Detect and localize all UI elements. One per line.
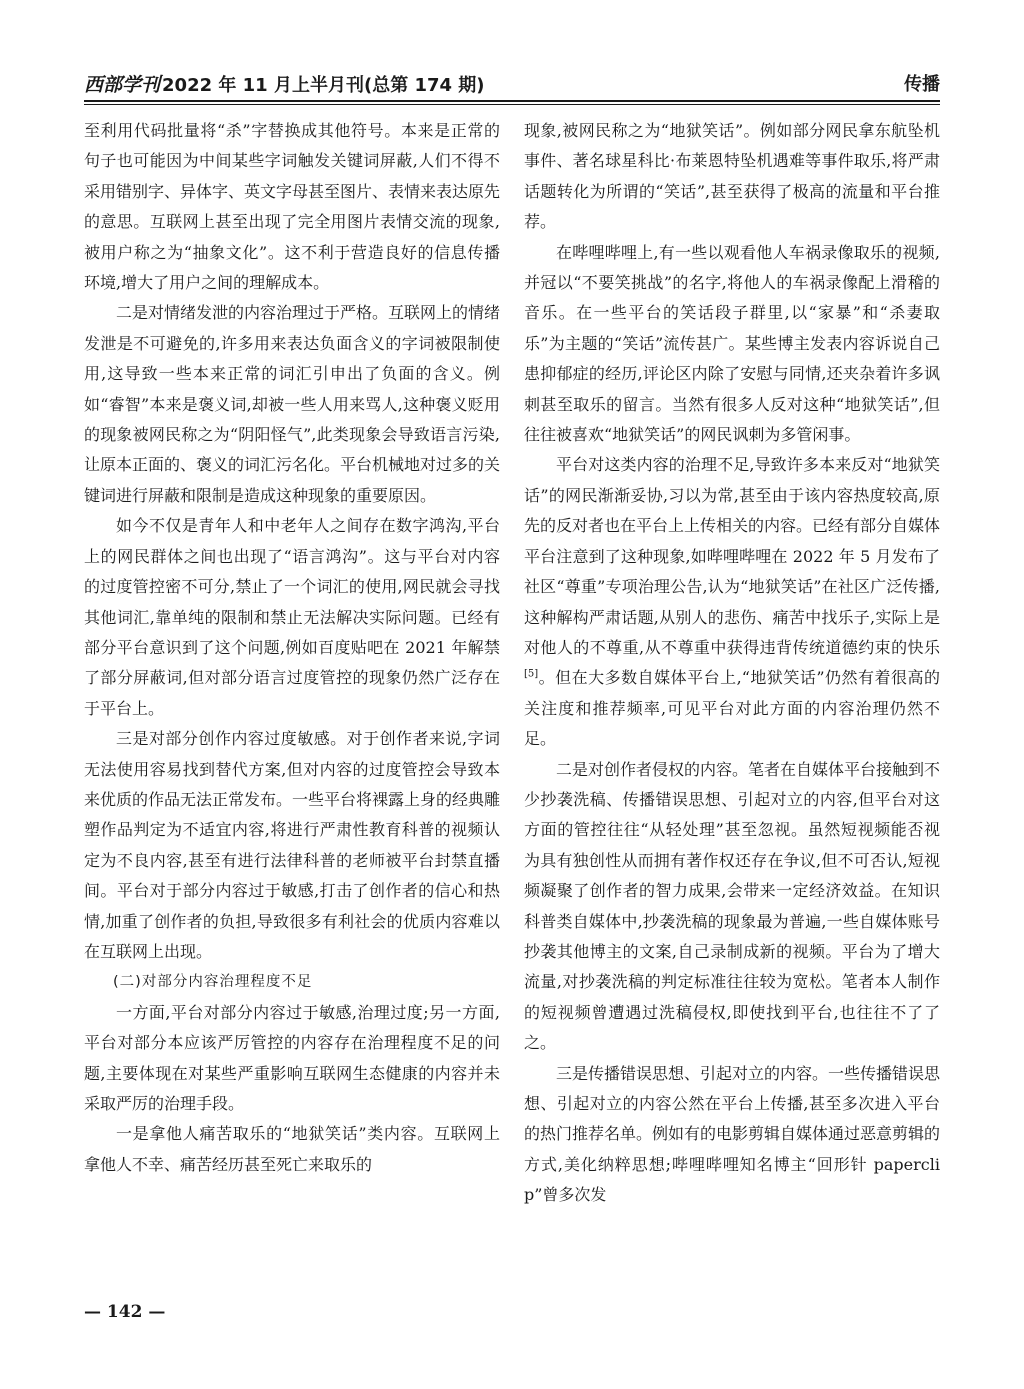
journal-issue-line bbox=[84, 70, 485, 97]
header-rule-thin bbox=[84, 104, 940, 105]
paragraph: 三是对部分创作内容过度敏感。对于创作者来说,字词无法使用容易找到替代方案,但对内容的过度管控会导致本来优质的作品无法正常发布。一些平台将裸露上身的经典雕塑作品判定为不适宜内容,将进行严肃性教育科普的视频认定为不良内容,甚至有进行法律科普的老师被平台封禁直播间。平台对于部分内容过于敏感,打击了创作者的信心和热情,加重了创作者的负担,导致很多有利社会的优质内容难以在互联网上出现。 bbox=[84, 729, 500, 961]
page-number: — 142 — bbox=[84, 1302, 166, 1322]
paragraph-text-tail: 。但在大多数自媒体平台上,“地狱笑话”仍然有着很高的关注度和推荐频率,可见平台对此方面的内容治理仍然不足。 bbox=[524, 668, 940, 749]
paragraph bbox=[524, 450, 940, 754]
journal-logo: 西部学刊 bbox=[84, 74, 161, 96]
paragraph: 二是对创作者侵权的内容。笔者在自媒体平台接触到不少抄袭洗稿、传播错误思想、引起对立的内容,但平台对这方面的管控往往“从轻处理”甚至忽视。虽然短视频能否视为具有独创性从而拥有著作权还存在争议,但不可否认,短视频凝聚了创作者的智力成果,会带来一定经济效益。在知识科普类自媒体中,抄袭洗稿的现象最为普遍,一些自媒体账号抄袭其他博主的文案,自己录制成新的视频。平台为了增大流量,对抄袭洗稿的判定标准往往较为宽松。笔者本人制作的短视频曾遭遇过洗稿侵权,即使找到平台,也往往不了了之。 bbox=[524, 759, 940, 1053]
paragraph: 至利用代码批量将“杀”字替换成其他符号。本来是正常的句子也可能因为中间某些字词触发关键词屏蔽,人们不得不采用错别字、异体字、英文字母甚至图片、表情来表达原先的意思。互联网上甚至出现了完全用图片表情交流的现象,被用户称之为“抽象文化”。这不利于营造良好的信息传播环境,增大了用户之间的理解成本。 bbox=[84, 121, 500, 293]
paragraph: 一是拿他人痛苦取乐的“地狱笑话”类内容。互联网上拿他人不幸、痛苦经历甚至死亡来取乐的 bbox=[84, 1124, 500, 1174]
running-header bbox=[84, 70, 940, 96]
paragraph: 一方面,平台对部分内容过于敏感,治理过度;另一方面,平台对部分本应该严厉管控的内容存在治理程度不足的问题,主要体现在对某些严重影响互联网生态健康的内容并未采取严厉的治理手段。 bbox=[84, 1002, 500, 1113]
citation-ref: [5] bbox=[524, 668, 539, 680]
paragraph: 如今不仅是青年人和中老年人之间存在数字鸿沟,平台上的网民群体之间也出现了“语言鸿沟”。这与平台对内容的过度管控密不可分,禁止了一个词汇的使用,网民就会寻找其他词汇,靠单纯的限制和禁止无法解决实际问题。已经有部分平台意识到了这个问题,例如百度贴吧在 2021 年解禁了部分屏蔽词,但对部分语言过度管控的现象仍然广泛存在于平台上。 bbox=[84, 516, 500, 718]
paragraph-text: 平台对这类内容的治理不足,导致许多本来反对“地狱笑话”的网民渐渐妥协,习以为常,甚至由于该内容热度较高,原先的反对者也在平台上上传相关的内容。已经有部分自媒体平台注意到了这种现象,如哔哩哔哩在 2022 年 5 月发布了社区“尊重”专项治理公告,认为“地狱笑话”在社区广泛传播,这种解构严肃话题,从别人的悲伤、痛苦中找乐子,实际上是对他人的不尊重,从不尊重中获得违背传统道德约束的快乐 bbox=[524, 455, 940, 657]
header-rule-thick bbox=[84, 100, 940, 102]
issue-label: 2022 年 11 月上半月刊(总第 174 期) bbox=[162, 75, 485, 96]
paragraph: 在哔哩哔哩上,有一些以观看他人车祸录像取乐的视频,并冠以“不要笑挑战”的名字,将他人的车祸录像配上滑稽的音乐。在一些平台的笑话段子群里,以“家暴”和“杀妻取乐”为主题的“笑话”流传甚广。某些博主发表内容诉说自己患抑郁症的经历,评论区内除了安慰与同情,还夹杂着许多讽刺甚至取乐的留言。当然有很多人反对这种“地狱笑话”,但往往被喜欢“地狱笑话”的网民讽刺为多管闲事。 bbox=[524, 242, 940, 445]
right-column bbox=[524, 116, 940, 1326]
section-label: 传播 bbox=[904, 74, 940, 95]
left-column bbox=[84, 116, 500, 1326]
subheading: (二)对部分内容治理程度不足 bbox=[113, 974, 313, 991]
paragraph: 二是对情绪发泄的内容治理过于严格。互联网上的情绪发泄是不可避免的,许多用来表达负面含义的字词被限制使用,这导致一些本来正常的词汇引申出了负面的含义。例如“睿智”本来是褒义词,却被一些人用来骂人,这种褒义贬用的现象被网民称之为“阴阳怪气”,此类现象会导致语言污染,让原本正面的、褒义的词汇污名化。平台机械地对过多的关键词进行屏蔽和限制是造成这种现象的重要原因。 bbox=[84, 303, 500, 505]
paragraph: 现象,被网民称之为“地狱笑话”。例如部分网民拿东航坠机事件、著名球星科比·布莱恩特坠机遇难等事件取乐,将严肃话题转化为所谓的“笑话”,甚至获得了极高的流量和平台推荐。 bbox=[524, 121, 940, 232]
paragraph: 三是传播错误思想、引起对立的内容。一些传播错误思想、引起对立的内容公然在平台上传播,甚至多次进入平台的热门推荐名单。例如有的电影剪辑自媒体通过恶意剪辑的方式,美化纳粹思想;哔哩哔哩知名博主“回形针 paperclip”曾多次发 bbox=[524, 1063, 940, 1205]
